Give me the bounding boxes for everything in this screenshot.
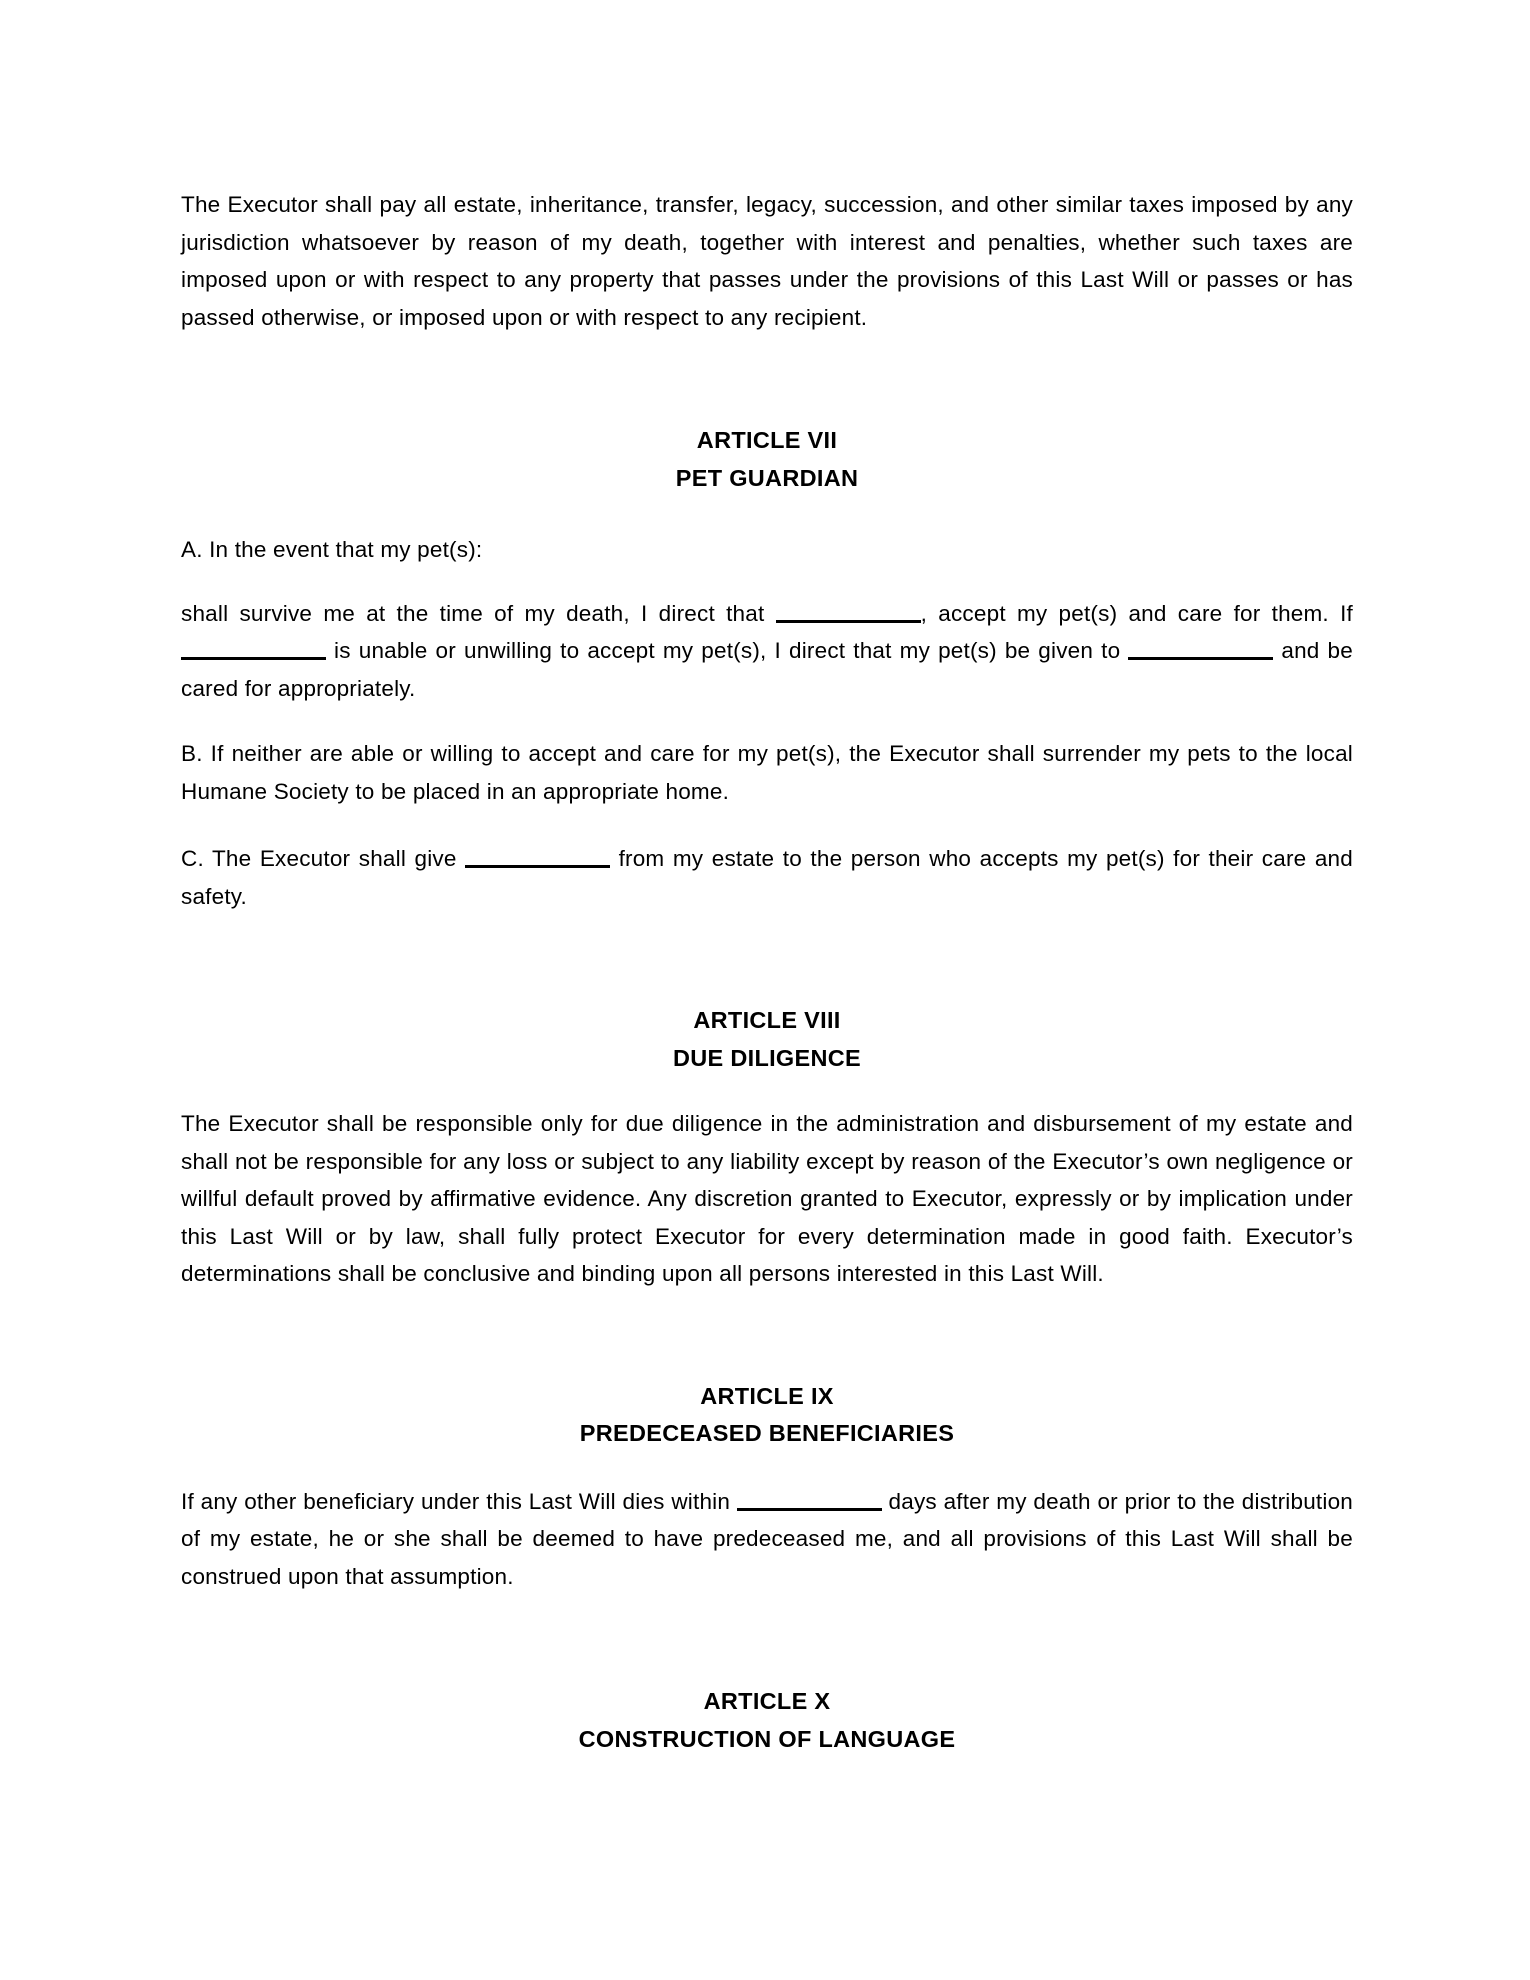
article-vii-heading <box>181 422 1353 497</box>
clause-a-text-1: shall survive me at the time of my death, I direct that <box>181 600 776 626</box>
article-ix-number: ARTICLE IX <box>700 1382 834 1409</box>
clause-ix-text-2: days after my death or prior to the distribution of my estate, he or she shall be deemed to have predeceased me, and all provisions of this Last Will shall be construed upon that assumption. <box>181 1488 1353 1589</box>
article-viii-number: ARTICLE VIII <box>693 1007 841 1033</box>
article-vii-title: PET GUARDIAN <box>675 464 859 491</box>
predeceased-days-blank[interactable] <box>737 1508 882 1511</box>
document-content <box>181 0 1353 1758</box>
pet-guardian-clause-a <box>181 595 1353 708</box>
clause-c-text-2: from my estate to the person who accepts my pet(s) for their care and safety. <box>181 846 1353 909</box>
clause-ix-text-1: If any other beneficiary under this Last Will dies within <box>181 1488 737 1514</box>
article-x-title: CONSTRUCTION OF LANGUAGE <box>578 1725 956 1752</box>
predeceased-beneficiaries-clause <box>181 1483 1353 1596</box>
article-vii-number: ARTICLE VII <box>696 427 838 453</box>
due-diligence-clause: The Executor shall be responsible only for due diligence in the administration and disbursement of my estate and shall not be responsible for any loss or subject to any liability except by reason of the Executor’s own negligence or willful default proved by affirmative evidence. Any discretion granted to Executor, expressly or by implication under this Last Will or by law, shall fully protect Executor for every determination made in good faith. Executor’s determinations shall be conclusive and binding upon all persons interested in this Last Will. <box>181 1111 1353 1286</box>
pet-surrender-clause-b: B. If neither are able or willing to accept and care for my pet(s), the Executor shall surrender my pets to the local Humane Society to be placed in an appropriate home. <box>181 741 1353 804</box>
tax-payment-clause: The Executor shall pay all estate, inheritance, transfer, legacy, succession, and other similar taxes imposed by any jurisdiction whatsoever by reason of my death, together with interest and penalties, whether such taxes are imposed upon or with respect to any property that passes under the provisions of this Last Will or passes or has passed otherwise, or imposed upon or with respect to any recipient. <box>181 192 1353 330</box>
pet-guardian-intro-line: A. In the event that my pet(s): <box>181 537 483 562</box>
clause-c-text-1: C. The Executor shall give <box>181 846 466 871</box>
clause-a-text-3: is unable or unwilling to accept my pet(s), I direct that my pet(s) be given to <box>326 638 1129 663</box>
article-viii-heading <box>181 1002 1353 1077</box>
pet-care-compensation-clause-c <box>181 840 1353 915</box>
article-ix-title: PREDECEASED BENEFICIARIES <box>579 1420 955 1446</box>
pet-caretaker-name-blank[interactable] <box>776 620 921 623</box>
article-x-number: ARTICLE X <box>703 1688 831 1714</box>
article-ix-heading <box>181 1378 1353 1453</box>
article-x-heading <box>181 1683 1353 1758</box>
clause-a-text-4: and be cared for appropriately. <box>181 638 1353 701</box>
pet-caretaker-name-repeat-blank[interactable] <box>181 657 326 660</box>
alternate-pet-caretaker-blank[interactable] <box>1128 657 1273 660</box>
clause-a-text-2: , accept my pet(s) and care for them. If <box>920 600 1353 626</box>
pet-care-amount-blank[interactable] <box>465 865 610 868</box>
article-viii-title: DUE DILIGENCE <box>673 1044 861 1071</box>
